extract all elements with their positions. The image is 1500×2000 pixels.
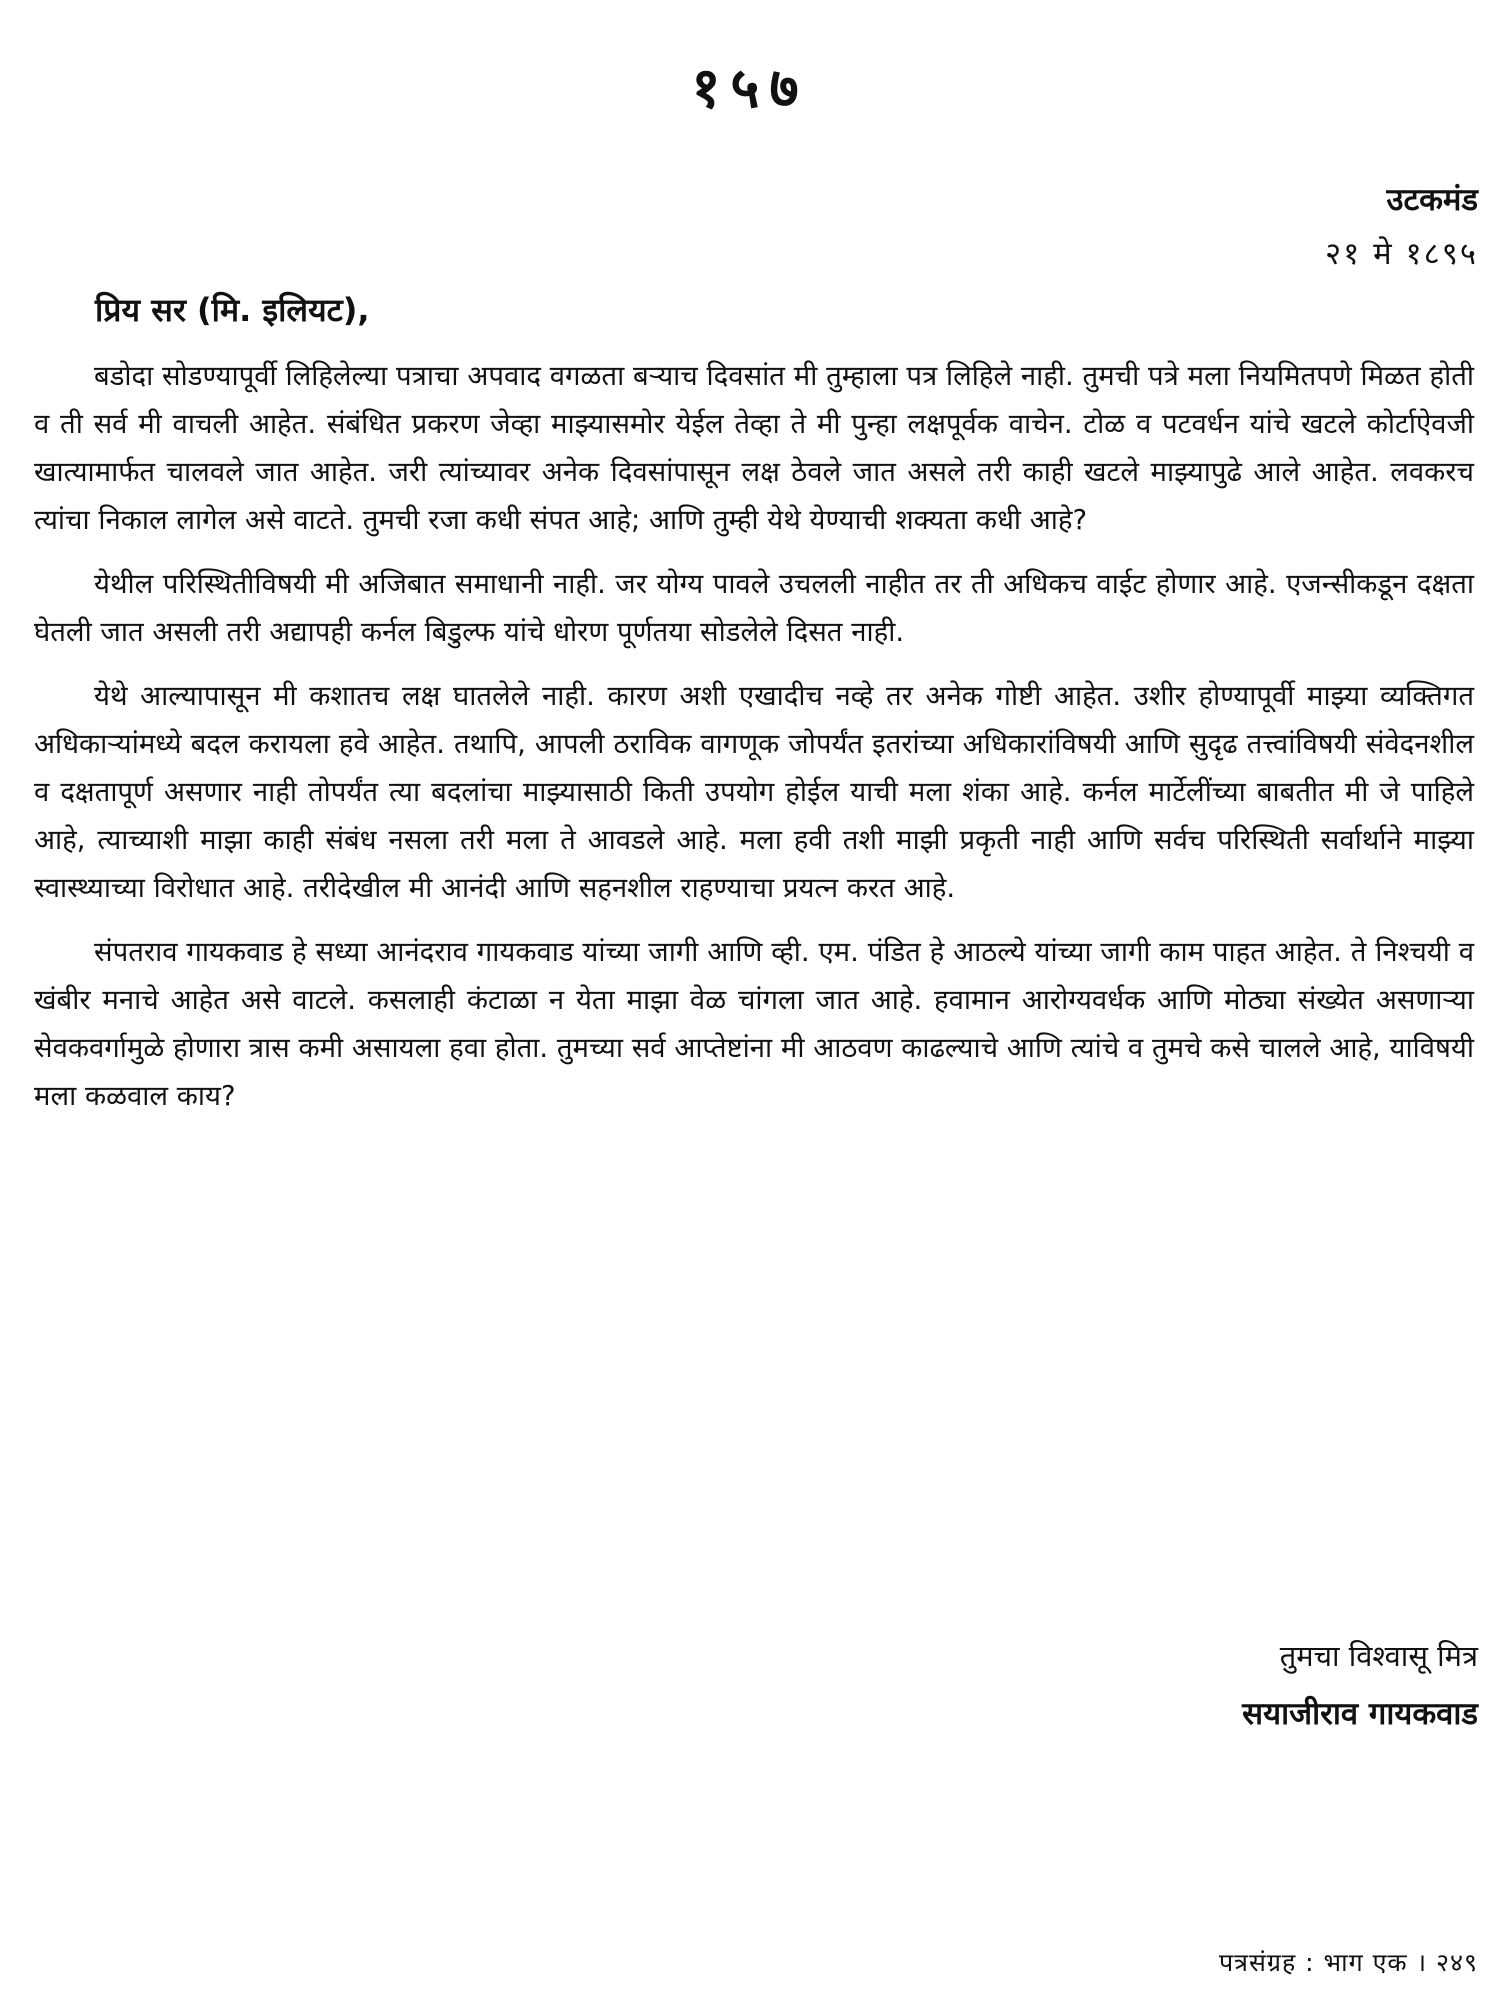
- paragraph-3: येथे आल्यापासून मी कशातच लक्ष घातलेले नाही. कारण अशी एखादीच नव्हे तर अनेक गोष्टी आहेत. उशीर होण्यापूर्वी माझ्या व्यक्तिगत अधिकाऱ्यांमध्ये बदल करायला हवे आहेत. तथापि, आपली ठराविक वागणूक जोपर्यंत इतरांच्या अधिकारांविषयी आणि सुदृढ तत्त्वांविषयी संवेदनशील व दक्षतापूर्ण असणार नाही तोपर्यंत त्या बदलांचा माझ्यासाठी किती उपयोग होईल याची मला शंका आहे. कर्नल मार्टेलींच्या बाबतीत मी जे पाहिले आहे, त्याच्याशी माझा काही संबंध नसला तरी मला ते आवडले आहे. मला हवी तशी माझी प्रकृती नाही आणि सर्वच परिस्थिती सर्वार्थाने माझ्या स्वास्थ्याच्या विरोधात आहे. तरीदेखील मी आनंदी आणि सहनशील राहण्याचा प्रयत्न करत आहे.: [34, 680, 1474, 904]
- paragraph-2: येथील परिस्थितीविषयी मी अजिबात समाधानी नाही. जर योग्य पावले उचलली नाहीत तर ती अधिकच वाईट होणार आहे. एजन्सीकडून दक्षता घेतली जात असली तरी अद्यापही कर्नल बिडुल्फ यांचे धोरण पूर्णतया सोडलेले दिसत नाही.: [34, 568, 1474, 648]
- letter-salutation: प्रिय सर (मि. इलियट),: [95, 291, 370, 329]
- letter-date: २१ मे १८९५: [1325, 236, 1478, 272]
- letter-place: उटकमंड: [1386, 182, 1478, 218]
- paragraph-1: बडोदा सोडण्यापूर्वी लिहिलेल्या पत्राचा अपवाद वगळता बऱ्याच दिवसांत मी तुम्हाला पत्र लिहिले नाही. तुमची पत्रे मला नियमितपणे मिळत होती व ती सर्व मी वाचली आहेत. संबंधित प्रकरण जेव्हा माझ्यासमोर येईल तेव्हा ते मी पुन्हा लक्षपूर्वक वाचेन. टोळ व पटवर्धन यांचे खटले कोर्टाऐवजी खात्यामार्फत चालवले जात आहेत. जरी त्यांच्यावर अनेक दिवसांपासून लक्ष ठेवले जात असले तरी काही खटले माझ्यापुढे आले आहेत. लवकरच त्यांचा निकाल लागेल असे वाटते. तुमची रजा कधी संपत आहे; आणि तुम्ही येथे येण्याची शक्यता कधी आहे?: [34, 360, 1474, 536]
- page-footer: पत्रसंग्रह : भाग एक । २४९: [1218, 1948, 1478, 1977]
- letter-closing: तुमचा विश्वासू मित्र: [1279, 1639, 1478, 1673]
- letter-signature: सयाजीराव गायकवाड: [1242, 1696, 1478, 1732]
- letter-body: [34, 352, 1474, 1136]
- paragraph-4: संपतराव गायकवाड हे सध्या आनंदराव गायकवाड यांच्या जागी आणि व्ही. एम. पंडित हे आठल्ये यांच्या जागी काम पाहत आहेत. ते निश्चयी व खंबीर मनाचे आहेत असे वाटले. कसलाही कंटाळा न येता माझा वेळ चांगला जात आहे. हवामान आरोग्यवर्धक आणि मोठ्या संख्येत असणाऱ्या सेवकवर्गामुळे होणारा त्रास कमी असायला हवा होता. तुमच्या सर्व आप्तेष्टांना मी आठवण काढल्याचे आणि त्यांचे व तुमचे कसे चालले आहे, याविषयी मला कळवाल काय?: [34, 936, 1474, 1112]
- letter-number: १५७: [691, 56, 809, 121]
